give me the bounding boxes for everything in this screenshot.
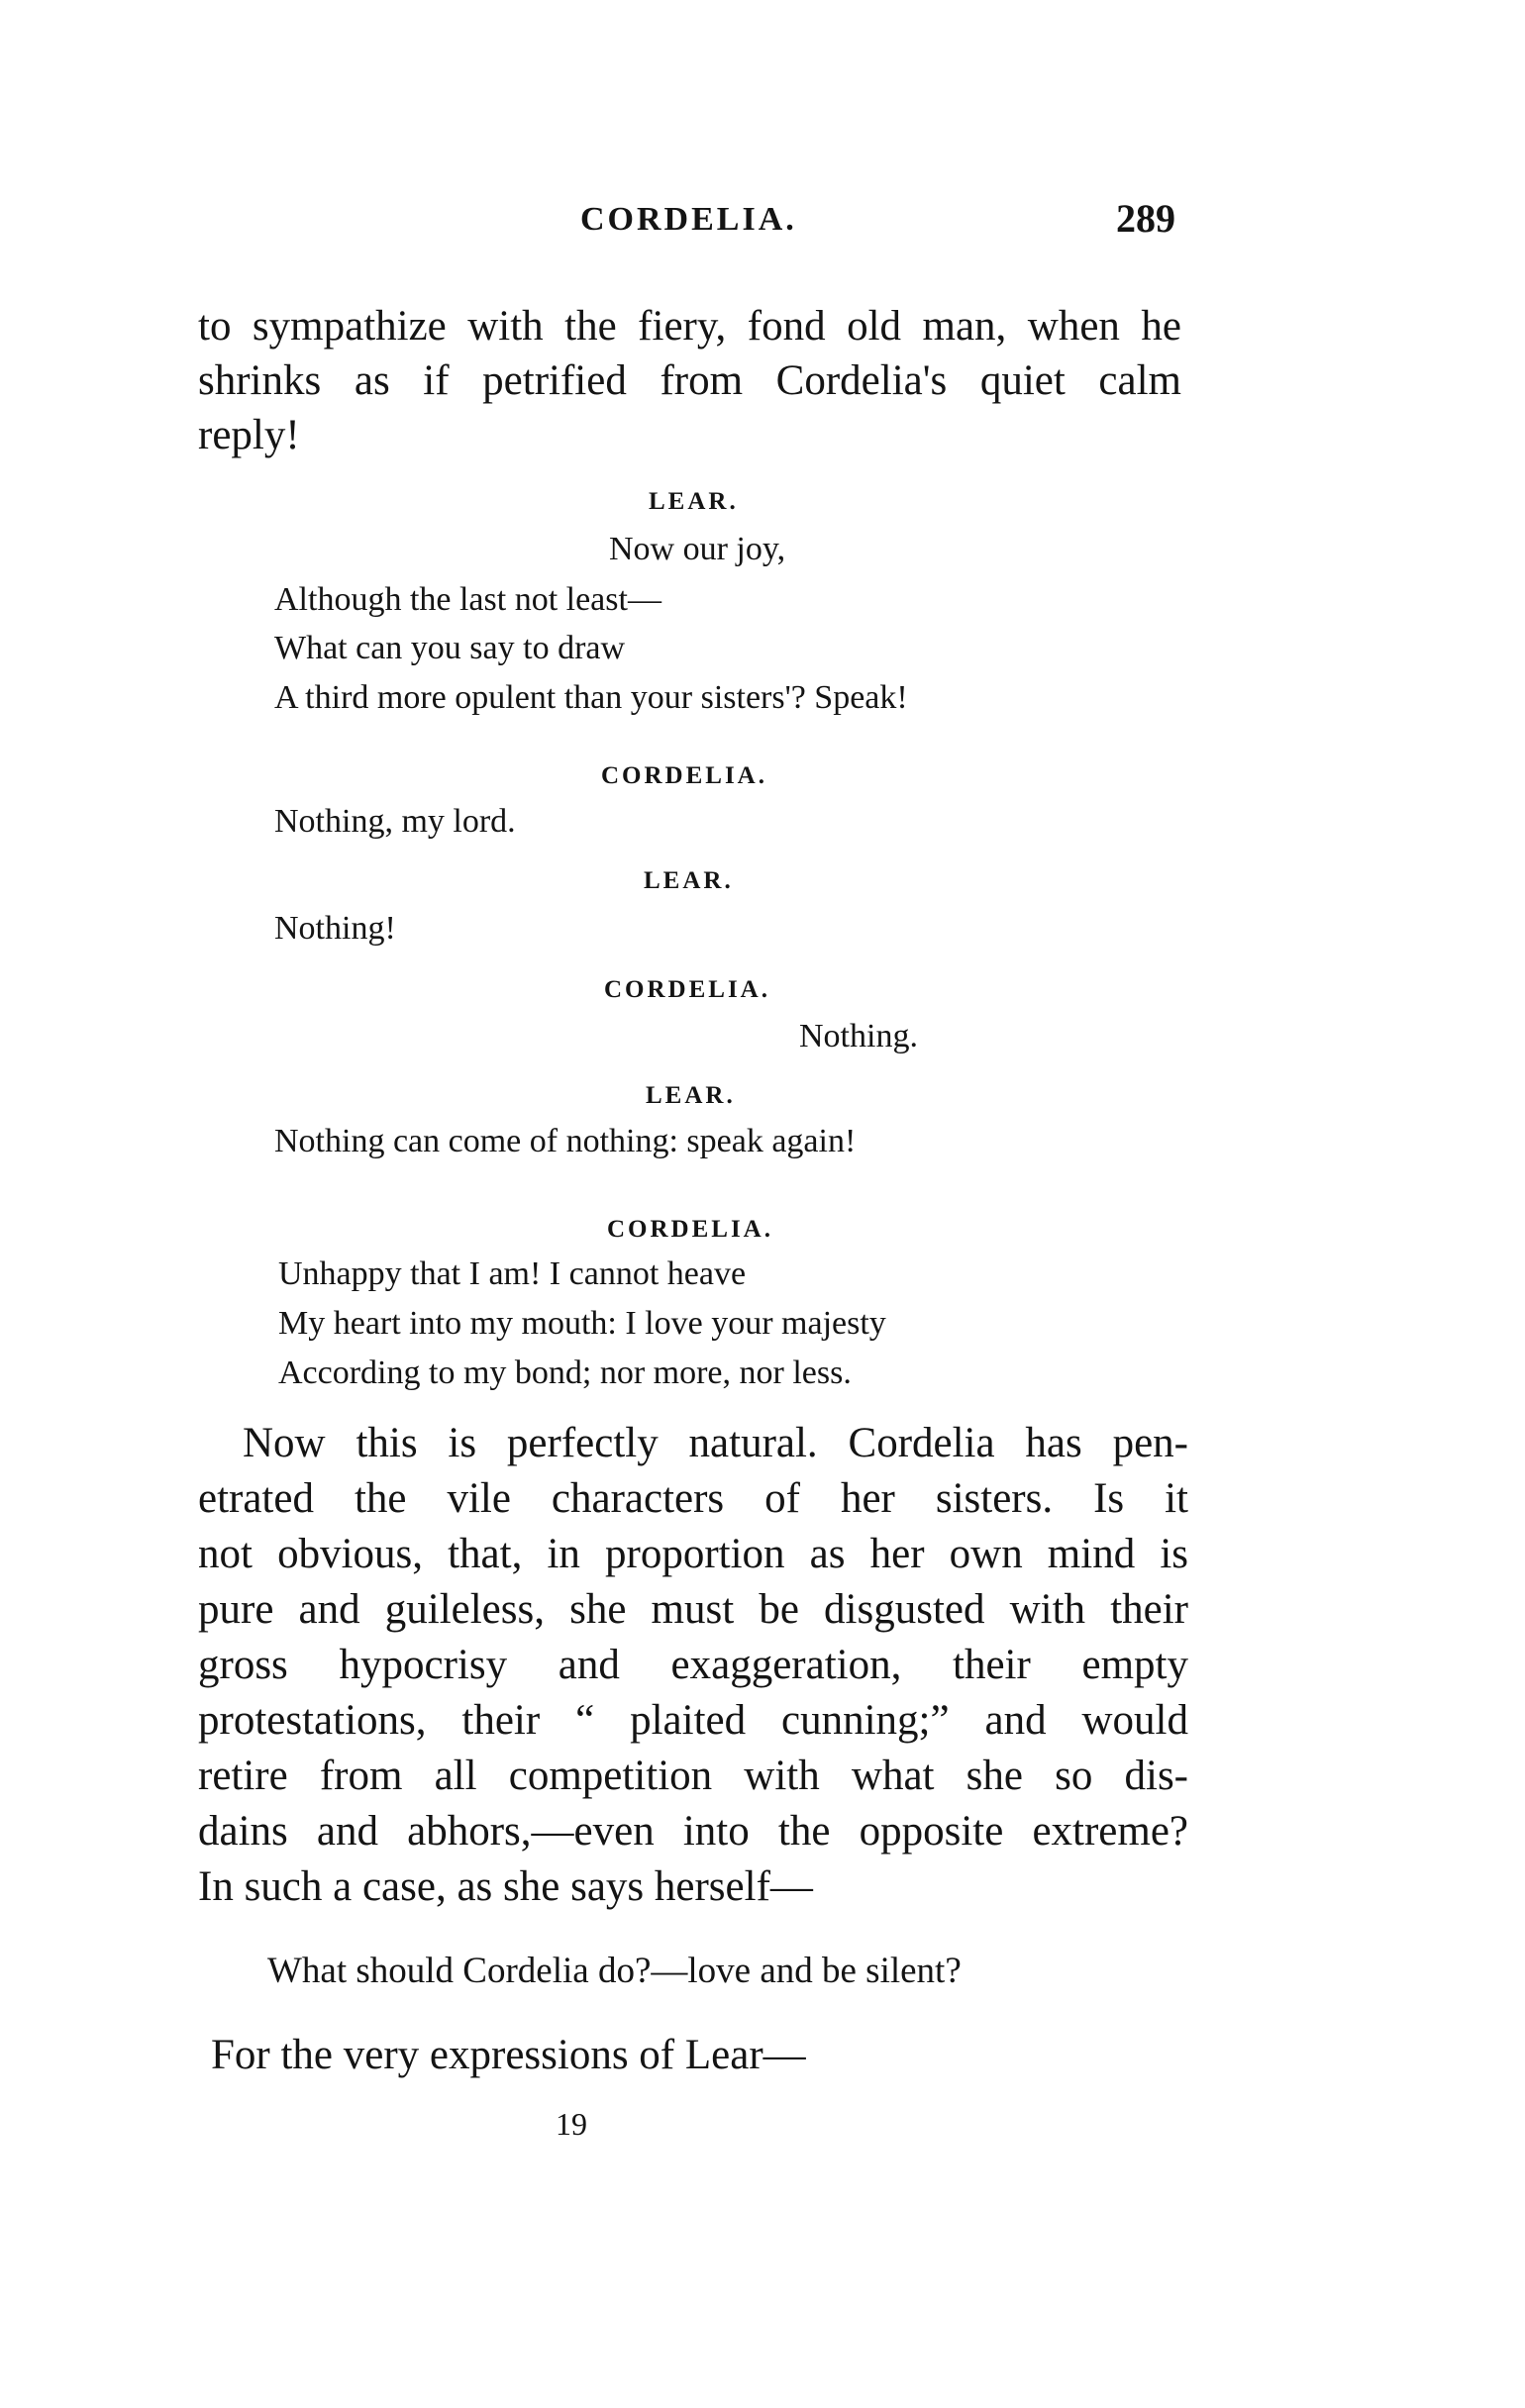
verse-line: Although the last not least—	[274, 581, 661, 618]
intro-line-3: reply!	[198, 412, 300, 458]
verse-line: Nothing!	[274, 910, 396, 947]
speaker-label: LEAR.	[649, 488, 739, 515]
page-number: 289	[1116, 196, 1175, 241]
verse-line: Nothing, my lord.	[274, 803, 516, 840]
commentary-line: Now this is perfectly natural. Cordelia has pen-	[243, 1420, 1188, 1466]
commentary-line: dains and abhors,—even into the opposite extreme?	[198, 1808, 1188, 1855]
intro-line-2: shrinks as if petrified from Cordelia's quiet calm	[198, 357, 1181, 404]
quoted-verse: What should Cordelia do?—love and be silent?	[267, 1951, 962, 1991]
commentary-line: protestations, their “ plaited cunning;” and would	[198, 1697, 1188, 1744]
speaker-label: LEAR.	[646, 1082, 736, 1109]
commentary-line: In such a case, as she says herself—	[198, 1863, 813, 1910]
signature-mark: 19	[556, 2106, 587, 2142]
speaker-label: CORDELIA.	[604, 976, 770, 1003]
speaker-label: CORDELIA.	[601, 762, 767, 789]
verse-line: Nothing.	[799, 1018, 918, 1054]
closing-line: For the very expressions of Lear—	[211, 2032, 806, 2078]
intro-line-1: to sympathize with the fiery, fond old man, when he	[198, 303, 1181, 350]
speaker-label: CORDELIA.	[607, 1216, 773, 1243]
verse-line: What can you say to draw	[274, 630, 626, 666]
verse-line: According to my bond; nor more, nor less.	[278, 1354, 852, 1391]
commentary-line: pure and guileless, she must be disgusted with their	[198, 1586, 1188, 1633]
running-title: CORDELIA.	[580, 201, 797, 238]
commentary-line: retire from all competition with what she so dis-	[198, 1753, 1188, 1799]
verse-line: My heart into my mouth: I love your majesty	[278, 1305, 886, 1342]
verse-line: A third more opulent than your sisters'? Speak!	[274, 679, 908, 716]
commentary-line: not obvious, that, in proportion as her own mind is	[198, 1531, 1188, 1577]
verse-line: Nothing can come of nothing: speak again!	[274, 1123, 857, 1159]
verse-line: Now our joy,	[609, 531, 786, 567]
commentary-line: gross hypocrisy and exaggeration, their empty	[198, 1642, 1188, 1688]
speaker-label: LEAR.	[644, 867, 734, 894]
commentary-line: etrated the vile characters of her sisters. Is it	[198, 1475, 1188, 1522]
verse-line: Unhappy that I am! I cannot heave	[278, 1255, 747, 1292]
